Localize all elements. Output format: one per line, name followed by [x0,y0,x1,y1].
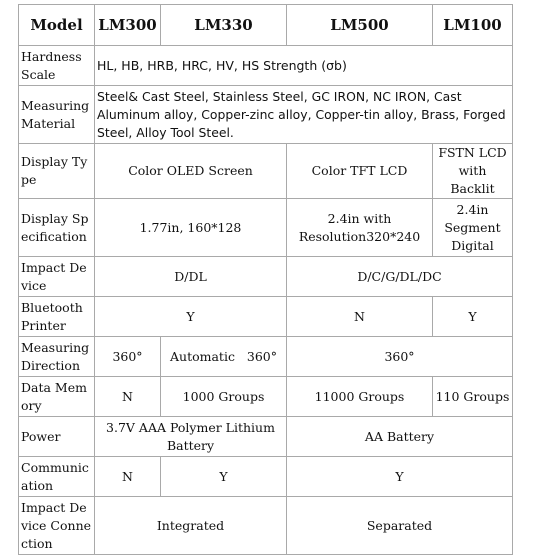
header-lm300: LM300 [95,5,161,46]
value-bluetooth-lm500: N [287,297,433,337]
header-lm330: LM330 [161,5,287,46]
value-bluetooth-lm300-lm330: Y [95,297,287,337]
row-material [19,86,513,144]
row-connection [19,497,513,555]
header-lm500: LM500 [287,5,433,46]
label-impact-device: Impact Device [19,257,95,297]
value-impact-device-lm500-lm100: D/C/G/DL/DC [287,257,513,297]
value-direction-lm500-lm100: 360° [287,337,513,377]
value-power-lm300-lm330: 3.7V AAA Polymer Lithium Battery [95,417,287,457]
row-memory [19,377,513,417]
spec-table-container [18,4,512,555]
label-display-type: Display Type [19,144,95,199]
row-display-type [19,144,513,199]
row-bluetooth [19,297,513,337]
label-communication: Communication [19,457,95,497]
value-direction-lm330: Automatic 360° [161,337,287,377]
value-memory-lm330: 1000 Groups [161,377,287,417]
label-hardness: Hardness Scale [19,46,95,86]
label-power: Power [19,417,95,457]
value-display-type-lm500: Color TFT LCD [287,144,433,199]
row-impact-device [19,257,513,297]
value-memory-lm500: 11000 Groups [287,377,433,417]
row-display-spec [19,199,513,257]
value-display-spec-lm100: 2.4in Segment Digital [433,199,513,257]
header-row [19,5,513,46]
value-material: Steel& Cast Steel, Stainless Steel, GC IRON, NC IRON, Cast Aluminum alloy, Copper-zinc alloy, Copper-tin alloy, Brass, Forged Steel, Alloy Tool Steel. [95,86,513,144]
value-power-lm500-lm100: AA Battery [287,417,513,457]
value-impact-device-lm300-lm330: D/DL [95,257,287,297]
value-memory-lm300: N [95,377,161,417]
value-direction-lm300: 360° [95,337,161,377]
value-connection-lm500-lm100: Separated [287,497,513,555]
header-model: Model [19,5,95,46]
value-communication-lm500-lm100: Y [287,457,513,497]
row-power [19,417,513,457]
label-direction: Measuring Direction [19,337,95,377]
value-display-spec-lm500: 2.4in with Resolution320*240 [287,199,433,257]
row-hardness [19,46,513,86]
label-display-spec: Display Specification [19,199,95,257]
label-connection: Impact Device Connection [19,497,95,555]
spec-table [18,4,513,555]
header-lm100: LM100 [433,5,513,46]
label-memory: Data Memory [19,377,95,417]
value-display-type-lm300-lm330: Color OLED Screen [95,144,287,199]
row-direction [19,337,513,377]
value-display-spec-lm300-lm330: 1.77in, 160*128 [95,199,287,257]
value-bluetooth-lm100: Y [433,297,513,337]
value-hardness: HL, HB, HRB, HRC, HV, HS Strength (σb) [95,46,513,86]
value-connection-lm300-lm330: Integrated [95,497,287,555]
value-display-type-lm100: FSTN LCD with Backlit [433,144,513,199]
label-material: Measuring Material [19,86,95,144]
value-communication-lm300: N [95,457,161,497]
row-communication [19,457,513,497]
label-bluetooth: Bluetooth Printer [19,297,95,337]
value-memory-lm100: 110 Groups [433,377,513,417]
value-communication-lm330: Y [161,457,287,497]
